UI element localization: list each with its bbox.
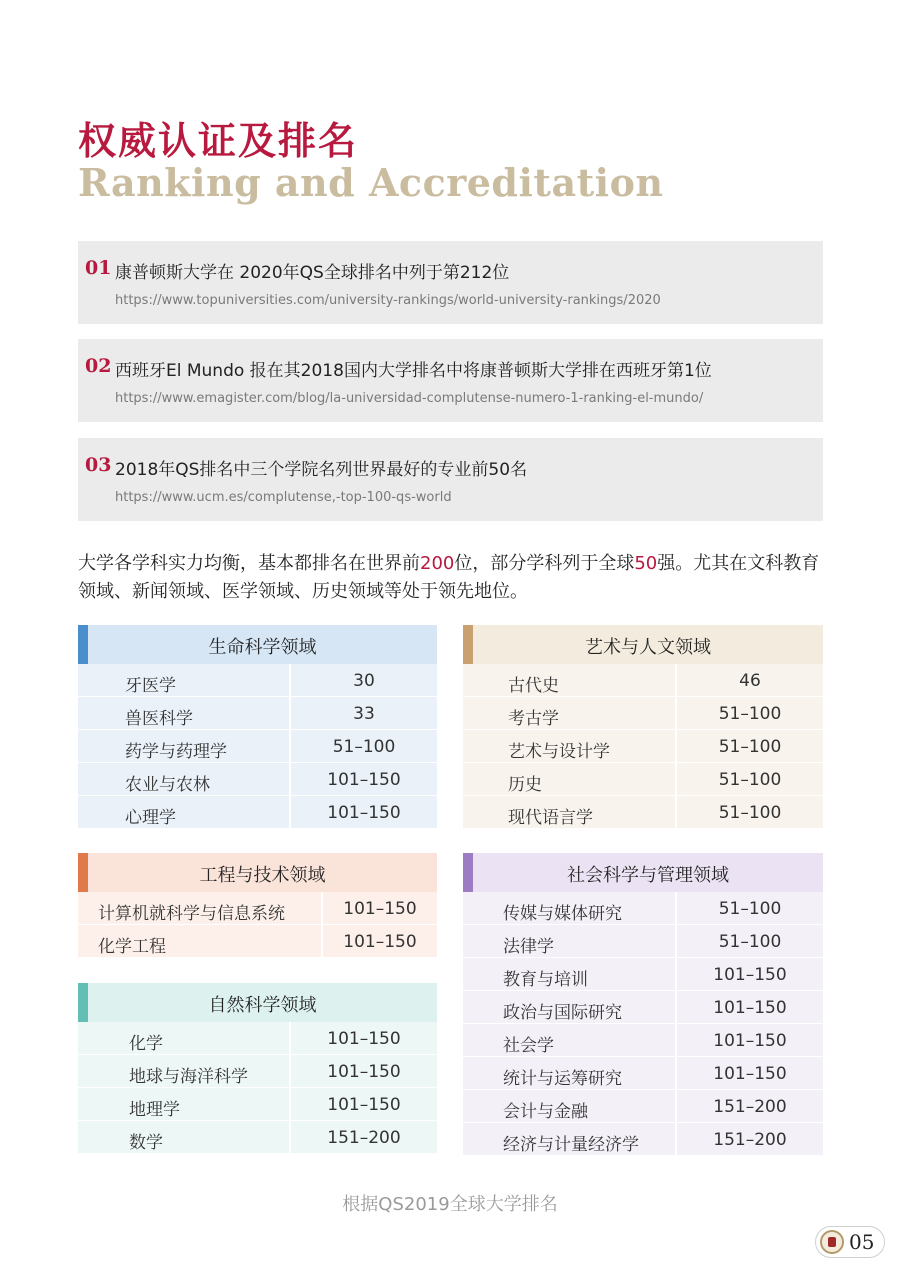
panel-body [78, 1022, 437, 1154]
field-panel-arts-humanities [463, 625, 823, 829]
subject-name: 传媒与媒体研究 [503, 904, 622, 924]
subject-name: 化学工程 [98, 937, 166, 957]
subject-name: 现代语言学 [508, 808, 593, 828]
panel-body [463, 892, 823, 1156]
rank-value: 151–200 [327, 1128, 401, 1148]
reference-number: 03 [85, 454, 112, 476]
subject-cell [463, 664, 677, 696]
rank-value: 51–100 [718, 704, 782, 724]
table-row [463, 991, 823, 1024]
subject-name: 历史 [508, 775, 542, 795]
table-row [463, 1057, 823, 1090]
table-row [463, 664, 823, 697]
subject-cell [78, 664, 291, 696]
panel-header [78, 853, 437, 892]
table-row [78, 1121, 437, 1154]
table-row [78, 892, 437, 925]
rank-value: 101–150 [327, 770, 401, 790]
reference-text: 西班牙El Mundo 报在其2018国内大学排名中将康普顿斯大学排在西班牙第1位 [115, 361, 712, 381]
subject-name: 政治与国际研究 [503, 1003, 622, 1023]
field-panel-engineering [78, 853, 437, 958]
intro-highlight: 50 [634, 553, 658, 574]
rank-value: 101–150 [713, 1064, 787, 1084]
reference-text: 2018年QS排名中三个学院名列世界最好的专业前50名 [115, 460, 528, 480]
subject-name: 数学 [129, 1133, 163, 1153]
table-row [78, 1055, 437, 1088]
table-row [78, 1088, 437, 1121]
rank-value: 101–150 [713, 998, 787, 1018]
rank-value: 151–200 [713, 1130, 787, 1150]
table-row [463, 1090, 823, 1123]
rank-value: 101–150 [343, 932, 417, 952]
subject-name: 统计与运筹研究 [503, 1069, 622, 1089]
subject-name: 牙医学 [125, 676, 176, 696]
rank-value: 101–150 [343, 899, 417, 919]
panel-title: 艺术与人文领域 [585, 637, 711, 658]
subject-cell [78, 796, 291, 828]
page-number-badge [815, 1226, 885, 1258]
subject-name: 地理学 [129, 1100, 180, 1120]
subject-name: 经济与计量经济学 [503, 1135, 639, 1155]
rank-value: 51–100 [718, 770, 782, 790]
subject-name: 考古学 [508, 709, 559, 729]
subject-name: 兽医科学 [125, 709, 193, 729]
rank-value: 101–150 [327, 1095, 401, 1115]
table-row [463, 796, 823, 829]
table-row [78, 730, 437, 763]
field-panel-life-sciences [78, 625, 437, 829]
page-title: 权威认证及排名 [78, 119, 359, 163]
subject-cell [78, 1022, 291, 1054]
rank-value: 51–100 [718, 737, 782, 757]
subject-name: 社会学 [503, 1036, 554, 1056]
table-row [463, 730, 823, 763]
panel-title: 自然科学领域 [208, 995, 317, 1016]
intro-highlight: 200 [420, 553, 455, 574]
university-seal-icon [820, 1230, 844, 1254]
rank-value: 101–150 [713, 1031, 787, 1051]
subject-cell [78, 1088, 291, 1120]
subject-cell [463, 1024, 677, 1056]
subject-name: 地球与海洋科学 [129, 1067, 248, 1087]
rank-value: 30 [353, 671, 375, 691]
panel-header [78, 983, 437, 1022]
reference-url[interactable]: https://www.emagister.com/blog/la-universidad-complutense-numero-1-ranking-el-mundo/ [115, 391, 704, 406]
rank-value: 101–150 [327, 1062, 401, 1082]
intro-text: 大学各学科实力均衡，基本都排名在世界前 [78, 553, 420, 574]
panel-body [78, 664, 437, 829]
subject-cell [463, 763, 677, 795]
subject-name: 化学 [129, 1034, 163, 1054]
table-row [78, 763, 437, 796]
panel-header [78, 625, 437, 664]
table-row [463, 763, 823, 796]
subject-name: 药学与药理学 [125, 742, 227, 762]
subject-name: 会计与金融 [503, 1102, 588, 1122]
subject-name: 农业与农林 [125, 775, 210, 795]
subject-name: 法律学 [503, 937, 554, 957]
intro-text: 位，部分学科列于全球 [454, 553, 635, 574]
subject-name: 心理学 [125, 808, 176, 828]
rank-value: 51–100 [718, 932, 782, 952]
rank-value: 101–150 [327, 803, 401, 823]
subject-cell [463, 925, 677, 957]
table-row [463, 1123, 823, 1156]
table-row [463, 697, 823, 730]
subject-name: 计算机就科学与信息系统 [98, 904, 285, 924]
panel-title: 工程与技术领域 [199, 865, 326, 886]
rank-value: 46 [739, 671, 761, 691]
subject-cell [463, 697, 677, 729]
subject-name: 古代史 [508, 676, 559, 696]
page-number: 05 [849, 1230, 875, 1254]
subject-name: 艺术与设计学 [508, 742, 610, 762]
rank-value: 51–100 [718, 899, 782, 919]
table-row [78, 796, 437, 829]
reference-number: 02 [85, 355, 112, 377]
intro-text: 强。尤其在文科教育领域、新闻领域、医学领域、历史领域等处于领先地位。 [78, 553, 820, 602]
rank-value: 151–200 [713, 1097, 787, 1117]
table-row [463, 892, 823, 925]
panel-body [78, 892, 437, 958]
rank-value: 51–100 [718, 803, 782, 823]
panel-body [463, 664, 823, 829]
table-row [463, 958, 823, 991]
panel-header [463, 625, 823, 664]
table-row [78, 697, 437, 730]
reference-url[interactable]: https://www.ucm.es/complutense,-top-100-qs-world [115, 490, 452, 505]
reference-item [78, 339, 823, 422]
table-row [463, 1024, 823, 1057]
reference-item [78, 438, 823, 521]
rank-value: 51–100 [332, 737, 396, 757]
reference-number: 01 [85, 257, 112, 279]
panel-header [463, 853, 823, 892]
page-subtitle: Ranking and Accreditation [78, 160, 664, 205]
rank-value: 101–150 [713, 965, 787, 985]
subject-cell [78, 1121, 291, 1153]
panel-title: 生命科学领域 [208, 637, 317, 658]
panel-title: 社会科学与管理领域 [567, 865, 729, 886]
field-panel-social-sciences [463, 853, 823, 1156]
field-panel-natural-sciences [78, 983, 437, 1154]
table-row [78, 664, 437, 697]
rank-value: 101–150 [327, 1029, 401, 1049]
source-note: 根据QS2019全球大学排名 [342, 1194, 558, 1215]
reference-item [78, 241, 823, 324]
table-row [463, 925, 823, 958]
table-row [78, 1022, 437, 1055]
rank-value: 33 [353, 704, 375, 724]
table-row [78, 925, 437, 958]
intro-paragraph [78, 550, 828, 606]
subject-name: 教育与培训 [503, 970, 588, 990]
reference-text: 康普顿斯大学在 2020年QS全球排名中列于第212位 [115, 263, 510, 283]
reference-url[interactable]: https://www.topuniversities.com/university-rankings/world-university-rankings/2020 [115, 293, 661, 308]
